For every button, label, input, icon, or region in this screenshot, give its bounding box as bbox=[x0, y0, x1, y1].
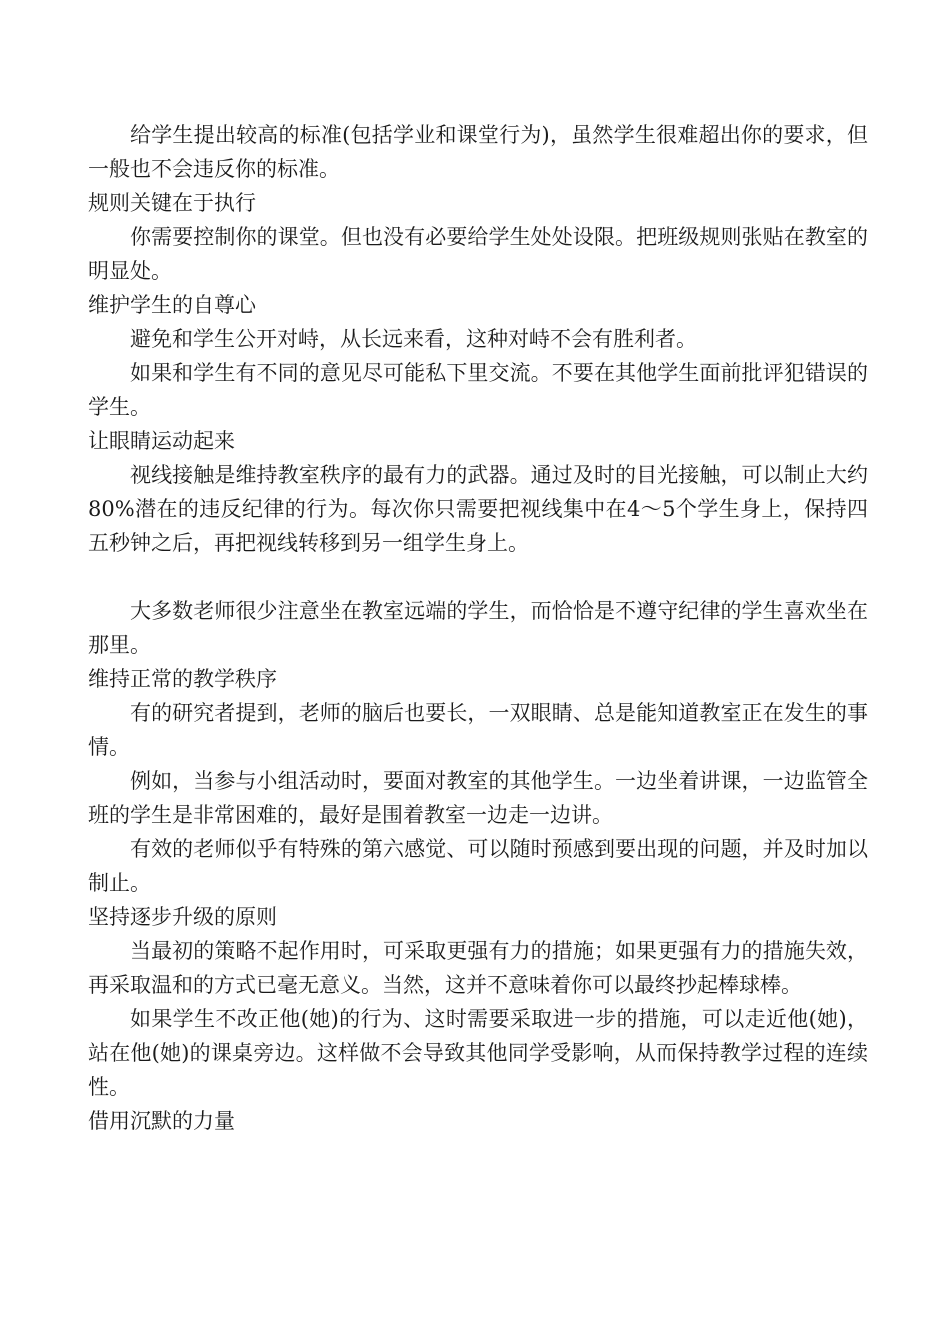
heading-silence: 借用沉默的力量 bbox=[88, 1109, 235, 1133]
paragraph-group-activity: 例如，当参与小组活动时，要面对教室的其他学生。一边坐着讲课，一边监管全班的学生是非常困难的，最好是围着教室一边走一边讲。 bbox=[88, 769, 868, 827]
paragraph-standards: 给学生提出较高的标准(包括学业和课堂行为)，虽然学生很难超出你的要求，但一般也不会违反你的标准。 bbox=[88, 123, 868, 181]
heading-escalation: 坚持逐步升级的原则 bbox=[88, 905, 277, 929]
paragraph-sixth-sense: 有效的老师似乎有特殊的第六感觉、可以随时预感到要出现的问题，并及时加以制止。 bbox=[88, 837, 868, 895]
paragraph-avoid-confrontation: 避免和学生公开对峙，从长远来看，这种对峙不会有胜利者。 bbox=[130, 327, 697, 351]
paragraph-control-classroom: 你需要控制你的课堂。但也没有必要给学生处处设限。把班级规则张贴在教室的明显处。 bbox=[88, 225, 868, 283]
paragraph-far-students: 大多数老师很少注意坐在教室远端的学生，而恰恰是不遵守纪律的学生喜欢坐在那里。 bbox=[88, 599, 868, 657]
paragraph-approach-student: 如果学生不改正他(她)的行为、这时需要采取进一步的措施，可以走近他(她)，站在他(她)的课桌旁边。这样做不会导致其他同学受影响，从而保持教学过程的连续性。 bbox=[88, 1007, 868, 1099]
paragraph-private-talk: 如果和学生有不同的意见尽可能私下里交流。不要在其他学生面前批评犯错误的学生。 bbox=[88, 361, 868, 419]
paragraph-researchers: 有的研究者提到，老师的脑后也要长，一双眼睛、总是能知道教室正在发生的事情。 bbox=[88, 701, 868, 759]
paragraph-stronger-measures: 当最初的策略不起作用时，可采取更强有力的措施；如果更强有力的措施失效，再采取温和的方式已毫无意义。当然，这并不意味着你可以最终抄起棒球棒。 bbox=[88, 939, 868, 997]
heading-self-esteem: 维护学生的自尊心 bbox=[88, 293, 256, 317]
blank-line bbox=[88, 560, 868, 594]
heading-eyes: 让眼睛运动起来 bbox=[88, 429, 235, 453]
document-page bbox=[88, 118, 868, 1138]
paragraph-eye-contact: 视线接触是维持教室秩序的最有力的武器。通过及时的目光接触，可以制止大约80%潜在的违反纪律的行为。每次你只需要把视线集中在4～5个学生身上，保持四五秒钟之后，再把视线转移到另一组学生身上。 bbox=[88, 463, 868, 555]
heading-rules: 规则关键在于执行 bbox=[88, 191, 256, 215]
heading-order: 维持正常的教学秩序 bbox=[88, 667, 277, 691]
